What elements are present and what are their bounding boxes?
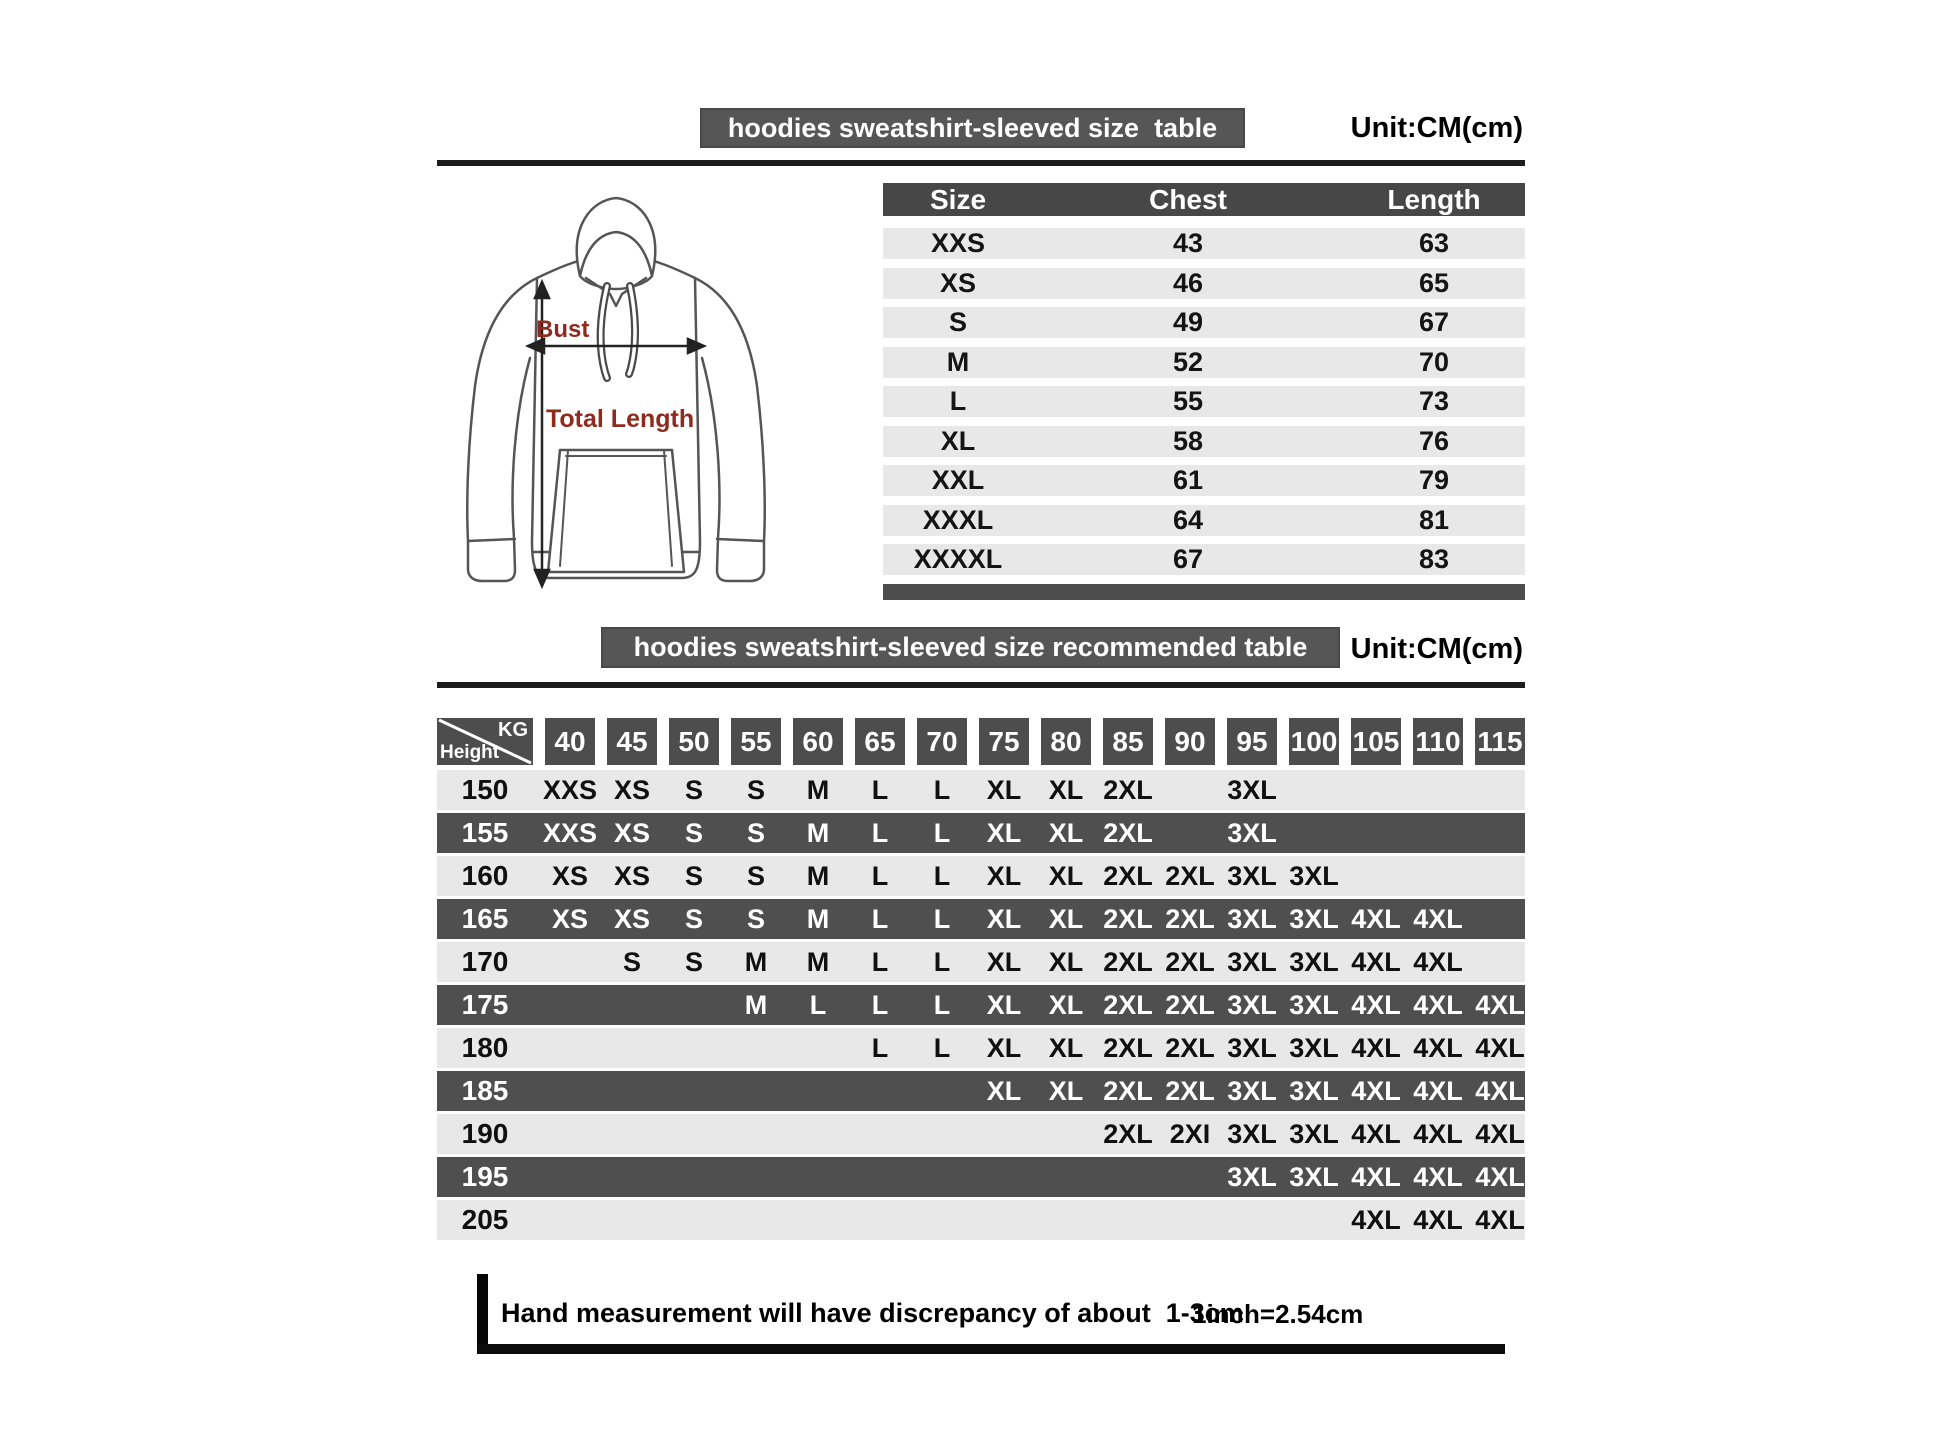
size-recommendation-cell: XS xyxy=(551,903,589,934)
size-cell: S xyxy=(948,307,967,337)
size-recommendation-cell: 4XL xyxy=(1413,989,1463,1020)
length-cell: 73 xyxy=(1418,386,1450,416)
size-recommendation-cell: 4XL xyxy=(1413,903,1463,934)
size-recommendation-cell: 4XL xyxy=(1413,1075,1463,1106)
size-recommendation-cell: 4XL xyxy=(1475,1075,1525,1106)
size-recommendation-cell: XS xyxy=(551,860,589,891)
size-recommendation-cell: M xyxy=(744,989,768,1020)
height-cell: 180 xyxy=(461,1032,509,1063)
size-recommendation-cell: 2XL xyxy=(1103,1118,1153,1149)
size-recommendation-cell: 4XL xyxy=(1351,1204,1401,1235)
weight-header-cell: 90 xyxy=(1165,718,1215,765)
recommended-table-row xyxy=(437,856,1525,896)
size-recommendation-cell: 3XL xyxy=(1289,1161,1339,1192)
size-recommendation-cell: L xyxy=(871,774,889,805)
size-table-footer-bar xyxy=(883,584,1525,600)
size-recommendation-cell: 3XL xyxy=(1227,1075,1277,1106)
size-recommendation-cell: XL xyxy=(1048,1032,1084,1063)
height-label: Height xyxy=(440,742,500,763)
size-table-row xyxy=(883,268,1525,299)
size-recommendation-cell: S xyxy=(746,774,765,805)
size-table-row xyxy=(883,426,1525,457)
size-recommendation-cell: XL xyxy=(986,1032,1022,1063)
size-recommendation-cell: 3XL xyxy=(1289,1075,1339,1106)
weight-header-cell: 100 xyxy=(1289,718,1339,765)
size-recommendation-cell: XL xyxy=(1048,903,1084,934)
chest-cell: 43 xyxy=(1172,228,1204,258)
size-table-column-header: Chest xyxy=(1149,183,1227,215)
size-recommendation-cell: 4XL xyxy=(1351,1075,1401,1106)
size-recommendation-cell: XL xyxy=(1048,989,1084,1020)
size-recommendation-cell: 2XL xyxy=(1103,903,1153,934)
size-recommendation-cell: M xyxy=(806,903,830,934)
length-cell: 63 xyxy=(1418,228,1450,258)
chest-cell: 67 xyxy=(1172,544,1204,574)
size-recommendation-cell: L xyxy=(871,989,889,1020)
size-recommendation-cell: 3XL xyxy=(1227,946,1277,977)
size-recommendation-cell: 3XL xyxy=(1289,860,1339,891)
size-recommendation-cell: XL xyxy=(1048,1075,1084,1106)
size-recommendation-cell: 3XL xyxy=(1289,903,1339,934)
total-length-label: Total Length xyxy=(546,405,695,433)
length-cell: 79 xyxy=(1418,465,1450,495)
size-recommendation-cell: S xyxy=(684,774,703,805)
size-recommendation-cell: 4XL xyxy=(1413,1118,1463,1149)
size-cell: XXXL xyxy=(922,504,994,535)
size-recommendation-cell: L xyxy=(871,946,889,977)
weight-header-cell: 50 xyxy=(669,718,719,765)
size-recommendation-cell: XS xyxy=(613,817,651,848)
size-recommendation-cell: 2XL xyxy=(1103,774,1153,805)
size-recommendation-cell: M xyxy=(744,946,768,977)
size-recommendation-cell: L xyxy=(933,860,951,891)
size-table-row xyxy=(883,228,1525,259)
recommended-table-row xyxy=(437,1071,1525,1111)
length-cell: 76 xyxy=(1418,425,1450,456)
measurement-note: Hand measurement will have discrepancy of about 1-3cm xyxy=(501,1298,1244,1328)
recommended-table-row xyxy=(437,1200,1525,1240)
size-recommendation-cell: 4XL xyxy=(1413,946,1463,977)
size-recommendation-cell: 3XL xyxy=(1227,774,1277,805)
size-recommendation-cell: L xyxy=(871,1032,889,1063)
weight-header-cell: 105 xyxy=(1351,718,1401,765)
size-recommendation-cell: S xyxy=(684,946,703,977)
size-recommendation-cell: 3XL xyxy=(1227,1118,1277,1149)
weight-header-cell: 70 xyxy=(917,718,967,765)
chest-cell: 61 xyxy=(1172,465,1204,495)
bust-label: Bust xyxy=(536,316,590,343)
size-table-row xyxy=(883,465,1525,496)
size-recommendation-cell: 4XL xyxy=(1413,1204,1463,1235)
size-table-row xyxy=(883,307,1525,338)
hoodie-left-sleeve xyxy=(467,278,537,581)
recommended-table-unit-label: Unit:CM(cm) xyxy=(1350,633,1523,665)
length-cell: 83 xyxy=(1418,544,1450,574)
height-cell: 155 xyxy=(461,817,509,848)
chest-cell: 52 xyxy=(1172,346,1204,377)
size-recommendation-cell: XL xyxy=(986,860,1022,891)
weight-header-cell: 115 xyxy=(1475,718,1525,765)
hoodie-pocket xyxy=(548,450,684,572)
size-recommendation-cell: 4XL xyxy=(1475,1204,1525,1235)
size-recommendation-cell: L xyxy=(809,989,827,1020)
size-recommendation-cell: 4XL xyxy=(1475,1161,1525,1192)
chest-cell: 46 xyxy=(1172,267,1204,298)
size-recommendation-cell: 2XL xyxy=(1103,860,1153,891)
size-recommendation-cell: 2XL xyxy=(1103,946,1153,977)
size-table-column-header: Length xyxy=(1387,183,1481,215)
size-recommendation-cell: 4XL xyxy=(1413,1032,1463,1063)
size-recommendation-cell: 4XL xyxy=(1475,989,1525,1020)
size-recommendation-cell: XL xyxy=(986,946,1022,977)
weight-header-cell: 80 xyxy=(1041,718,1091,765)
weight-header-cell: 75 xyxy=(979,718,1029,765)
size-recommendation-cell: 3XL xyxy=(1289,1118,1339,1149)
size-recommendation-cell: 2XL xyxy=(1103,1075,1153,1106)
height-cell: 160 xyxy=(461,860,509,891)
size-cell: XS xyxy=(939,267,977,298)
size-recommendation-cell: XXS xyxy=(542,774,598,805)
size-recommendation-cell: S xyxy=(746,817,765,848)
middle-divider xyxy=(437,682,1525,688)
size-recommendation-cell: 4XL xyxy=(1351,946,1401,977)
size-recommendation-cell: XXS xyxy=(542,817,598,848)
size-recommendation-cell: L xyxy=(933,989,951,1020)
size-recommendation-cell: L xyxy=(871,817,889,848)
size-table-rows xyxy=(883,228,1525,575)
recommended-table-row xyxy=(437,942,1525,982)
height-cell: 185 xyxy=(461,1075,509,1106)
size-recommendation-cell: 2XL xyxy=(1103,1032,1153,1063)
size-recommendation-cell: 2XL xyxy=(1165,860,1215,891)
weight-header-cell: 85 xyxy=(1103,718,1153,765)
size-recommendation-cell: L xyxy=(933,817,951,848)
size-cell: XL xyxy=(940,425,976,456)
size-recommendation-cell: XL xyxy=(1048,946,1084,977)
size-table-unit-label: Unit:CM(cm) xyxy=(1350,112,1523,144)
size-recommendation-cell: 2XL xyxy=(1165,903,1215,934)
size-recommendation-cell: 3XL xyxy=(1227,860,1277,891)
chest-cell: 58 xyxy=(1172,425,1204,456)
size-recommendation-cell: 2XL xyxy=(1103,817,1153,848)
length-cell: 65 xyxy=(1418,267,1450,298)
recommended-table-row xyxy=(437,985,1525,1025)
size-recommendation-cell: 4XL xyxy=(1413,1161,1463,1192)
size-recommendation-cell: XS xyxy=(613,774,651,805)
size-cell: L xyxy=(949,386,967,416)
height-cell: 195 xyxy=(461,1161,509,1192)
size-table-column-header: Size xyxy=(929,183,987,215)
size-recommendation-cell: 2XL xyxy=(1165,1032,1215,1063)
recommended-table-row xyxy=(437,770,1525,810)
size-recommendation-cell: XL xyxy=(1048,860,1084,891)
size-recommendation-cell: 4XL xyxy=(1475,1032,1525,1063)
size-recommendation-cell: S xyxy=(746,903,765,934)
weight-header-cell: 110 xyxy=(1413,718,1463,765)
chest-cell: 64 xyxy=(1172,504,1204,535)
kg-label: KG xyxy=(498,719,528,741)
size-recommendation-cell: 3XL xyxy=(1289,989,1339,1020)
size-recommendation-cell: 4XL xyxy=(1351,903,1401,934)
weight-header-cell: 65 xyxy=(855,718,905,765)
length-cell: 81 xyxy=(1418,504,1450,535)
weight-header-cell: 55 xyxy=(731,718,781,765)
inch-conversion-note: 1inch=2.54cm xyxy=(1192,1299,1364,1329)
size-recommendation-cell: 3XL xyxy=(1227,817,1277,848)
recommended-table-header xyxy=(437,718,1525,765)
size-table-title-bar: hoodies sweatshirt-sleeved size table xyxy=(700,108,1245,148)
size-recommendation-cell: XL xyxy=(986,1075,1022,1106)
length-cell: 70 xyxy=(1418,346,1450,377)
kg-height-corner-cell xyxy=(437,718,533,765)
size-recommendation-cell: 4XL xyxy=(1351,989,1401,1020)
top-divider xyxy=(437,160,1525,166)
size-recommendation-cell: 3XL xyxy=(1227,989,1277,1020)
size-recommendation-cell: 2XI xyxy=(1169,1118,1211,1149)
size-table-row xyxy=(883,347,1525,378)
size-recommendation-cell: L xyxy=(871,860,889,891)
size-recommendation-cell: S xyxy=(684,860,703,891)
height-cell: 170 xyxy=(461,946,509,977)
size-recommendation-cell: 2XL xyxy=(1165,1075,1215,1106)
recommended-table-title-bar: hoodies sweatshirt-sleeved size recommended table xyxy=(601,627,1340,668)
weight-header-cell: 60 xyxy=(793,718,843,765)
length-cell: 67 xyxy=(1418,307,1450,337)
size-recommendation-cell: 4XL xyxy=(1351,1161,1401,1192)
height-cell: 205 xyxy=(461,1204,509,1235)
size-recommendation-cell: L xyxy=(933,1032,951,1063)
size-recommendation-cell: XL xyxy=(1048,817,1084,848)
hoodie-diagram xyxy=(440,186,840,606)
size-recommendation-cell: S xyxy=(684,817,703,848)
size-recommendation-cell: L xyxy=(933,903,951,934)
size-recommendation-cell: 4XL xyxy=(1475,1118,1525,1149)
weight-header-cell: 45 xyxy=(607,718,657,765)
chest-cell: 55 xyxy=(1172,386,1204,416)
size-recommendation-cell: S xyxy=(684,903,703,934)
size-table-header xyxy=(883,183,1525,216)
size-recommendation-cell: L xyxy=(933,946,951,977)
chest-cell: 49 xyxy=(1172,307,1204,337)
size-cell: M xyxy=(946,346,970,377)
recommended-table-row xyxy=(437,813,1525,853)
height-cell: 190 xyxy=(461,1118,509,1149)
size-table-row xyxy=(883,544,1525,575)
recommended-table-row xyxy=(437,1114,1525,1154)
size-recommendation-cell: 3XL xyxy=(1289,946,1339,977)
size-recommendation-cell: 2XL xyxy=(1165,989,1215,1020)
size-recommendation-cell: XL xyxy=(1048,774,1084,805)
size-recommendation-cell: L xyxy=(871,903,889,934)
size-recommendation-cell: XL xyxy=(986,989,1022,1020)
size-recommendation-cell: 2XL xyxy=(1103,989,1153,1020)
size-recommendation-cell: XL xyxy=(986,774,1022,805)
size-recommendation-cell: M xyxy=(806,817,830,848)
size-table-row xyxy=(883,505,1525,536)
footer-accent-bar xyxy=(477,1274,488,1348)
height-cell: 165 xyxy=(461,903,509,934)
size-recommendation-cell: M xyxy=(806,946,830,977)
size-table xyxy=(883,183,1525,600)
size-recommendation-cell: M xyxy=(806,860,830,891)
size-recommendation-cell: 3XL xyxy=(1289,1032,1339,1063)
size-recommendation-cell: M xyxy=(806,774,830,805)
size-cell: XXXXL xyxy=(913,544,1003,574)
size-recommendation-cell: XS xyxy=(613,860,651,891)
weight-header-cell: 95 xyxy=(1227,718,1277,765)
size-recommendation-cell: 3XL xyxy=(1227,1161,1277,1192)
size-recommendation-cell: XL xyxy=(986,903,1022,934)
size-recommendation-cell: XS xyxy=(613,903,651,934)
recommended-table-row xyxy=(437,1157,1525,1197)
size-recommendation-cell: 4XL xyxy=(1351,1118,1401,1149)
size-recommendation-cell: S xyxy=(746,860,765,891)
size-cell: XXS xyxy=(930,228,986,258)
recommended-table-rows xyxy=(437,770,1525,1243)
footer-underline-bar xyxy=(477,1344,1505,1354)
size-cell: XXL xyxy=(931,465,985,495)
size-recommendation-cell: 3XL xyxy=(1227,903,1277,934)
hoodie-right-sleeve xyxy=(695,278,765,581)
recommended-table-row xyxy=(437,1028,1525,1068)
size-recommendation-cell: 2XL xyxy=(1165,946,1215,977)
weight-header-cell: 40 xyxy=(545,718,595,765)
height-cell: 175 xyxy=(461,989,509,1020)
recommended-table-row xyxy=(437,899,1525,939)
height-cell: 150 xyxy=(461,774,509,805)
size-recommendation-cell: 3XL xyxy=(1227,1032,1277,1063)
size-recommendation-cell: L xyxy=(933,774,951,805)
size-recommendation-cell: 4XL xyxy=(1351,1032,1401,1063)
size-recommendation-cell: XL xyxy=(986,817,1022,848)
size-table-row xyxy=(883,386,1525,417)
size-recommendation-cell: S xyxy=(622,946,641,977)
